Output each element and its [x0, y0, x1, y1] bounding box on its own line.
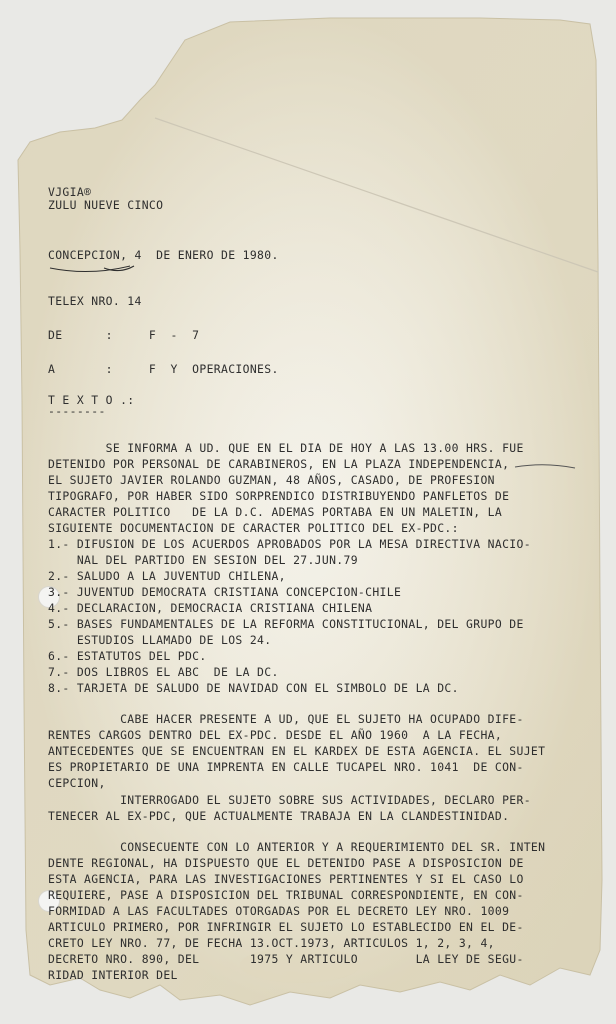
list-item: 8.- TARJETA DE SALUDO DE NAVIDAD CON EL SIMBOLO DE LA DC.: [48, 681, 459, 695]
body-line: CABE HACER PRESENTE A UD, QUE EL SUJETO HA OCUPADO DIFE-: [48, 712, 524, 726]
body-line: CONSECUENTE CON LO ANTERIOR Y A REQUERIMIENTO DEL SR. INTEN: [48, 840, 546, 854]
body-line: REQUIERE, PASE A DISPOSICION DEL TRIBUNAL CORRESPONDIENTE, EN CON-: [48, 888, 524, 902]
telex-number: TELEX NRO. 14: [48, 294, 142, 308]
list-item: NAL DEL PARTIDO EN SESION DEL 27.JUN.79: [48, 553, 358, 567]
body-line: INTERROGADO EL SUJETO SOBRE SUS ACTIVIDADES, DECLARO PER-: [48, 793, 531, 807]
body-line: DETENIDO POR PERSONAL DE CARABINEROS, EN LA PLAZA INDEPENDENCIA,: [48, 457, 510, 471]
to-line: A : F Y OPERACIONES.: [48, 362, 279, 376]
texto-heading: T E X T O .:: [48, 393, 135, 407]
body-line: CARACTER POLITICO DE LA D.C. ADEMAS PORTABA EN UN MALETIN, LA: [48, 505, 503, 519]
body-line: CEPCION,: [48, 776, 106, 790]
body-line: DECRETO NRO. 890, DEL 1975 Y ARTICULO LA LEY DE SEGU-: [48, 952, 524, 966]
body-line: EL SUJETO JAVIER ROLANDO GUZMAN, 48 AÑOS, CASADO, DE PROFESION: [48, 473, 495, 487]
list-item: 5.- BASES FUNDAMENTALES DE LA REFORMA CONSTITUCIONAL, DEL GRUPO DE: [48, 617, 524, 631]
body-line: ANTECEDENTES QUE SE ENCUENTRAN EN EL KARDEX DE ESTA AGENCIA. EL SUJET: [48, 744, 546, 758]
body-line: RENTES CARGOS DENTRO DEL EX-PDC. DESDE EL AÑO 1960 A LA FECHA,: [48, 728, 503, 742]
header-line-1: VJGIA®: [48, 185, 92, 199]
body-line: DENTE REGIONAL, HA DISPUESTO QUE EL DETENIDO PASE A DISPOSICION DE: [48, 856, 524, 870]
body-line: SE INFORMA A UD. QUE EN EL DIA DE HOY A LAS 13.00 HRS. FUE: [48, 441, 524, 455]
body-line: ES PROPIETARIO DE UNA IMPRENTA EN CALLE TUCAPEL NRO. 1041 DE CON-: [48, 760, 524, 774]
texto-underline: --------: [48, 404, 106, 418]
list-item: 3.- JUVENTUD DEMOCRATA CRISTIANA CONCEPCION-CHILE: [48, 585, 402, 599]
body-line: TENECER AL EX-PDC, QUE ACTUALMENTE TRABAJA EN LA CLANDESTINIDAD.: [48, 809, 510, 823]
header-line-2: ZULU NUEVE CINCO: [48, 198, 164, 212]
place-date: CONCEPCION, 4 DE ENERO DE 1980.: [48, 248, 279, 262]
body-line: ARTICULO PRIMERO, POR INFRINGIR EL SUJETO LO ESTABLECIDO EN EL DE-: [48, 920, 524, 934]
body-line: TIPOGRAFO, POR HABER SIDO SORPRENDICO DISTRIBUYENDO PANFLETOS DE: [48, 489, 510, 503]
list-item: 4.- DECLARACION, DEMOCRACIA CRISTIANA CHILENA: [48, 601, 373, 615]
body-line: ESTA AGENCIA, PARA LAS INVESTIGACIONES PERTINENTES Y SI EL CASO LO: [48, 872, 524, 886]
list-item: 6.- ESTATUTOS DEL PDC.: [48, 649, 207, 663]
body-line: FORMIDAD A LAS FACULTADES OTORGADAS POR EL DECRETO LEY NRO. 1009: [48, 904, 510, 918]
body-line: SIGUIENTE DOCUMENTACION DE CARACTER POLITICO DEL EX-PDC.:: [48, 521, 459, 535]
list-item: 7.- DOS LIBROS EL ABC DE LA DC.: [48, 665, 279, 679]
body-line: RIDAD INTERIOR DEL: [48, 968, 178, 982]
list-item: ESTUDIOS LLAMADO DE LOS 24.: [48, 633, 272, 647]
from-line: DE : F - 7: [48, 328, 200, 342]
list-item: 1.- DIFUSION DE LOS ACUERDOS APROBADOS POR LA MESA DIRECTIVA NACIO-: [48, 537, 531, 551]
body-line: CRETO LEY NRO. 77, DE FECHA 13.OCT.1973, ARTICULOS 1, 2, 3, 4,: [48, 936, 495, 950]
list-item: 2.- SALUDO A LA JUVENTUD CHILENA,: [48, 569, 286, 583]
